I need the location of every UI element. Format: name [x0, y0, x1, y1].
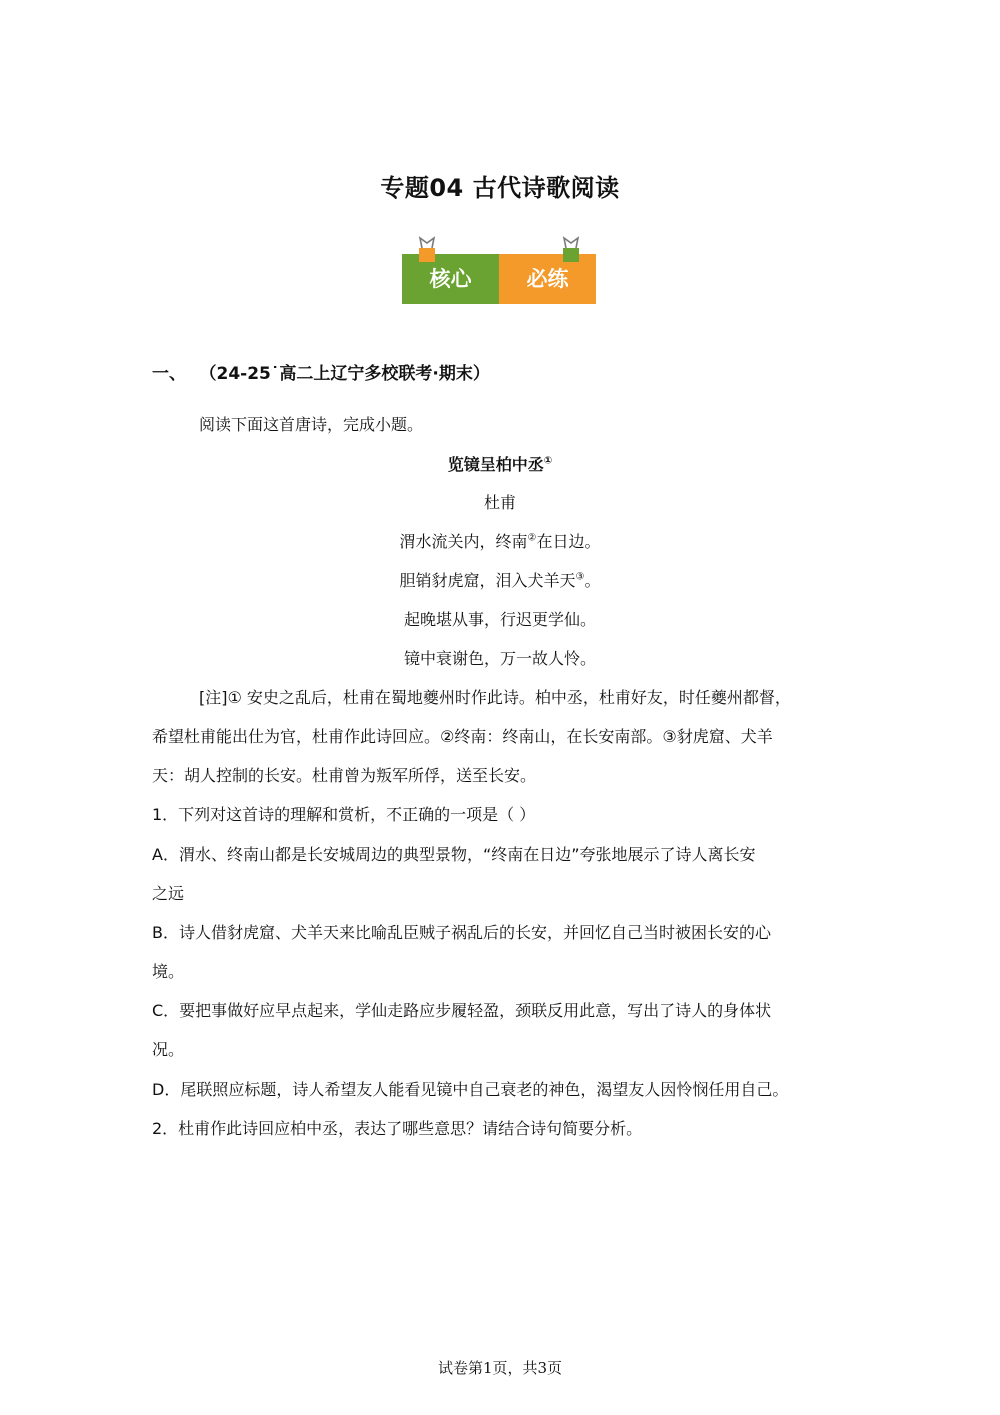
poem-line [0, 610, 1000, 630]
option-a-continued: 之远 [152, 884, 185, 903]
poem-line-note: ② [527, 532, 537, 544]
badge-right-label: 必练 [526, 267, 569, 291]
green-binder-clip-icon [560, 236, 582, 262]
option-d: D．尾联照应标题，诗人希望友人能看见镜中自己衰老的神色，渴望友人因怜悯任用自己。 [152, 1080, 789, 1099]
option-a: A．渭水、终南山都是长安城周边的典型景物，“终南在日边”夸张地展示了诗人离长安 [152, 845, 756, 864]
section-number: 一、 [152, 364, 186, 384]
option-c-continued: 况。 [152, 1040, 185, 1059]
option-b-continued: 境。 [152, 962, 185, 981]
section-heading [152, 359, 490, 384]
page-title: 专题04 古代诗歌阅读 [380, 174, 620, 202]
poem-title: 览镜呈柏中丞 [447, 455, 544, 474]
poem-line-note: ③ [575, 571, 585, 583]
option-c: C．要把事做好应早点起来，学仙走路应步履轻盈，颈联反用此意，写出了诗人的身体状 [152, 1001, 772, 1020]
poem-line [0, 532, 1000, 552]
poem-line-text: 胆销豺虎窟，泪入犬羊天 [399, 571, 576, 590]
poem-line-text: 在日边。 [536, 532, 601, 551]
section-source: （24-25˙高二上辽宁多校联考·期末） [208, 364, 490, 384]
poem-line-text: 渭水流关内，终南 [399, 532, 528, 551]
orange-binder-clip-icon [416, 236, 438, 262]
option-b: B．诗人借豺虎窟、犬羊天来比喻乱臣贼子祸乱后的长安，并回忆自己当时被困长安的心 [152, 923, 771, 942]
poem-line-text: 。 [584, 571, 601, 590]
badge-left-label: 核心 [429, 267, 472, 291]
poem-line-text: 镜中衰谢色，万一故人怜。 [403, 649, 596, 668]
core-practice-badge [402, 236, 596, 306]
reading-instruction: 阅读下面这首唐诗，完成小题。 [199, 415, 424, 434]
poem-author: 杜甫 [483, 493, 516, 512]
poem-title-note: ① [543, 455, 553, 467]
poem-notes-line: [注]① 安史之乱后，杜甫在蜀地夔州时作此诗。柏中丞，杜甫好友，时任夔州都督， [199, 688, 791, 707]
poem-notes-line: 希望杜甫能出仕为官，杜甫作此诗回应。②终南：终南山，在长安南部。③豺虎窟、犬羊 [152, 727, 773, 746]
poem-line [0, 649, 1000, 669]
page-footer: 试卷第1页，共3页 [437, 1359, 563, 1377]
poem-title-line [0, 455, 1000, 475]
poem-line [0, 571, 1000, 591]
question-2: 2．杜甫作此诗回应柏中丞，表达了哪些意思？请结合诗句简要分析。 [152, 1119, 643, 1138]
question-1: 1．下列对这首诗的理解和赏析，不正确的一项是（ ） [152, 805, 536, 824]
poem-line-text: 起晚堪从事，行迟更学仙。 [403, 610, 596, 629]
poem-notes-line: 天：胡人控制的长安。杜甫曾为叛军所俘，送至长安。 [152, 766, 537, 785]
